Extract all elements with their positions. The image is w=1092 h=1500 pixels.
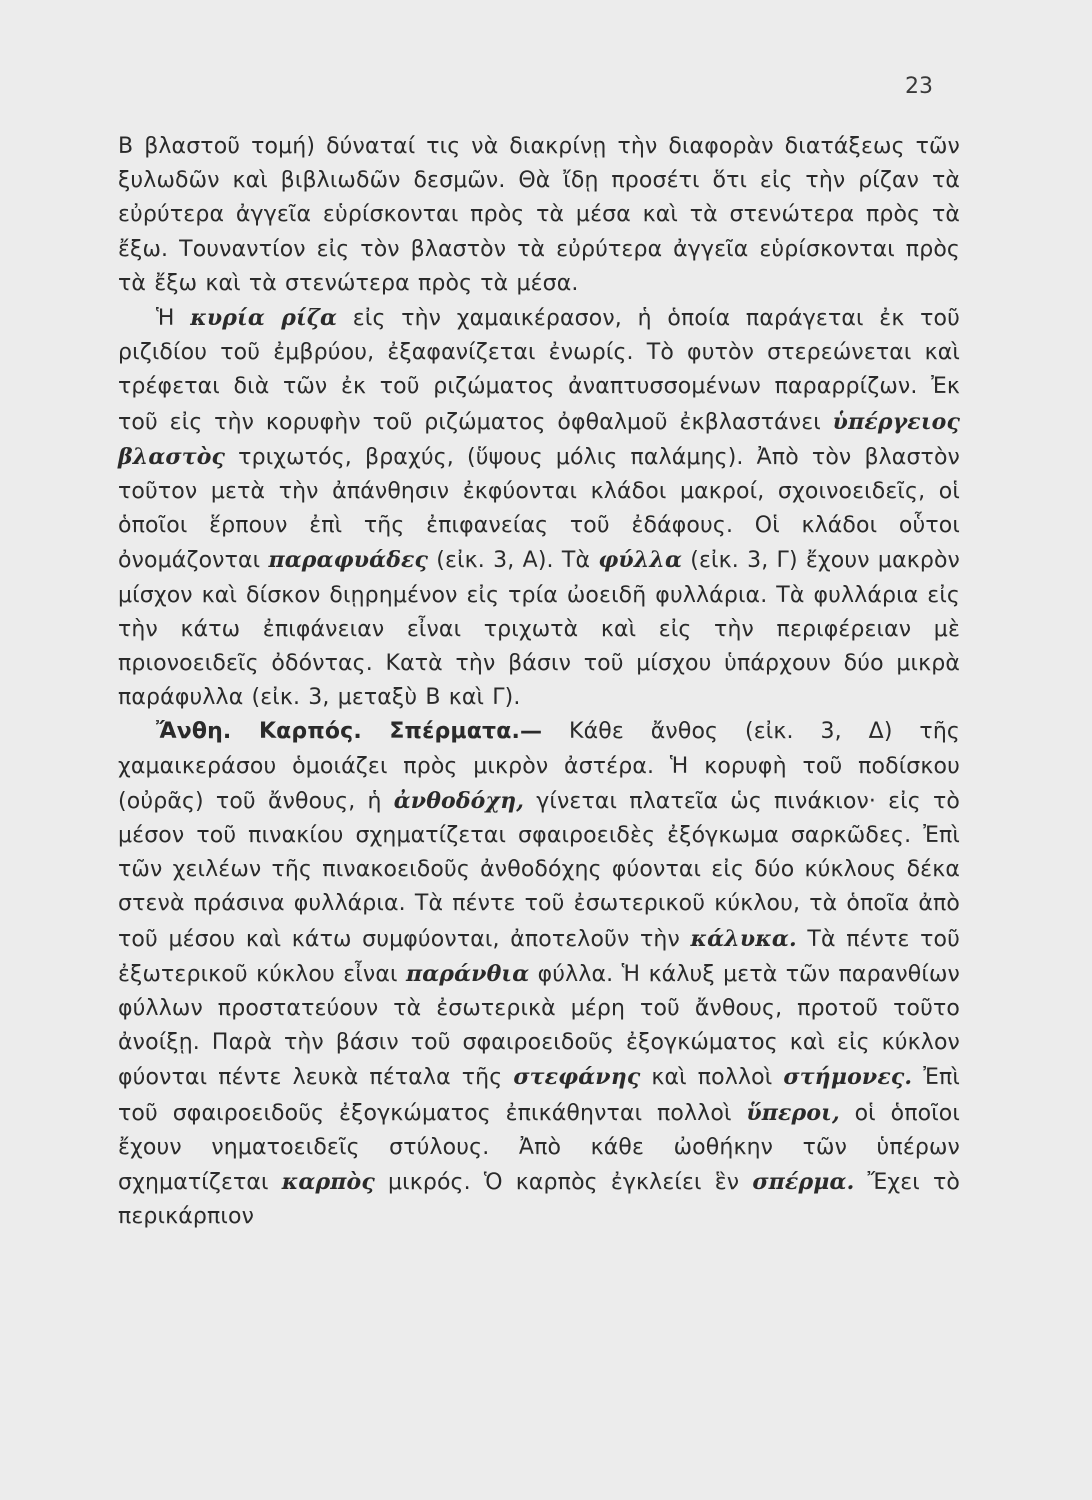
page-number: 23	[905, 74, 933, 99]
text-run: Κάθε ἄνθος (εἰκ. 3, Δ) τῆς χαμαικεράσου ὁμοιάζει πρὸς μικρὸν ἀστέρα. Ἡ κορυφὴ τοῦ ποδίσκου (οὐρᾶς) τοῦ ἄνθους, ἡ	[118, 719, 960, 814]
text-run: μικρός. Ὁ καρπὸς ἐγκλείει ἓν	[374, 1170, 753, 1196]
section-heading: Ἄνθη. Καρπός. Σπέρματα.—	[156, 719, 543, 745]
term-stefanis: στεφάνης	[513, 1064, 641, 1091]
text-run: καὶ πολλοὶ	[640, 1065, 784, 1091]
term-anthodochi: ἀνθοδόχη,	[393, 787, 525, 814]
term-ypergeios-vlastos: ὑπέργειος βλαστὸς	[118, 408, 960, 470]
paragraph-2	[118, 301, 960, 715]
text-run: Τὰ πέντε τοῦ ἐξωτερικοῦ κύκλου εἶναι	[118, 926, 960, 987]
text-run: φύλλα. Ἡ κάλυξ μετὰ τῶν παρανθίων φύλλων προστατεύουν τὰ ἐσωτερικὰ μέρη τοῦ ἄνθους, προτοῦ τοῦτο ἀνοίξῃ. Παρὰ τὴν βάσιν τοῦ σφαιροειδοῦς ἐξογκώματος καὶ εἰς κύκλον φύονται πέντε λευκὰ πέταλα τῆς	[118, 961, 960, 1091]
term-yperoi: ὕπεροι,	[746, 1099, 840, 1126]
term-kalyka: κάλυκα.	[690, 925, 797, 952]
text-run: εἰς τὴν χαμαικέρασον, ἡ ὁποία παράγεται ἐκ τοῦ ριζιδίου τοῦ ἐμβρύου, ἐξαφανίζεται ἐνωρίς. Τὸ φυτὸν στερεώνεται καὶ τρέφεται διὰ τῶν ἐκ τοῦ ριζώματος ἀναπτυσσομένων παραρρίζων. Ἐκ τοῦ εἰς τὴν κορυφὴν τοῦ ριζώματος ὀφθαλμοῦ ἐκβλαστάνει	[118, 306, 960, 435]
body-text	[118, 130, 960, 1235]
term-stimones: στήμονες.	[783, 1064, 913, 1091]
term-parafyades: παραφυάδες	[268, 547, 429, 574]
text-run: (εἰκ. 3, Α). Τὰ	[428, 548, 599, 574]
text-run: (εἰκ. 3, Γ) ἔχουν μακρὸν μίσχον καὶ δίσκον διῃρημένον εἰς τρία ὠοειδῆ φυλλάρια. Τὰ φυλλάρια εἰς τὴν κάτω ἐπιφάνειαν εἶναι τριχωτὰ καὶ εἰς τὴν περιφέρειαν μὲ πριονοειδεῖς ὀδόντας. Κατὰ τὴν βάσιν τοῦ μίσχου ὑπάρχουν δύο μικρὰ παράφυλλα (εἰκ. 3, μεταξὺ Β καὶ Γ).	[118, 548, 960, 711]
text-run: Ἐπὶ τοῦ σφαιροειδοῦς ἐξογκώματος ἐπικάθηνται πολλοὶ	[118, 1065, 960, 1126]
text-run: τριχωτός, βραχύς, (ὕψους μόλις παλάμης). Ἀπὸ τὸν βλαστὸν τοῦτον μετὰ τὴν ἀπάνθησιν ἐκφύονται κλάδοι μακροί, σχοινοειδεῖς, οἱ ὁποῖοι ἕρπουν ἐπὶ τῆς ἐπιφανείας τοῦ ἐδάφους. Οἱ κλάδοι οὗτοι ὀνομάζονται	[118, 444, 960, 574]
text-run: γίνεται πλατεῖα ὡς πινάκιον· εἰς τὸ μέσον τοῦ πινακίου σχηματίζεται σφαιροειδὲς ἐξόγκωμα σαρκῶδες. Ἐπὶ τῶν χειλέων τῆς πινακοειδοῦς ἀνθοδόχης φύονται εἰς δύο κύκλους δέκα στενὰ πράσινα φυλλάρια. Τὰ πέντε τοῦ ἐσωτερικοῦ κύκλου, τὰ ὁποῖα ἀπὸ τοῦ μέσου καὶ κάτω συμφύονται, ἀποτελοῦν τὴν	[118, 788, 960, 952]
text-run: Ἔχει τὸ περικάρπιον	[118, 1170, 961, 1230]
term-sperma: σπέρμα.	[752, 1169, 855, 1196]
paragraph-3	[118, 715, 960, 1234]
text-run: Ἡ	[156, 306, 191, 332]
term-karpos: καρπὸς	[281, 1169, 375, 1196]
term-paranthia: παράνθια	[405, 960, 530, 987]
term-fylla: φύλλα	[598, 547, 683, 574]
text-run: οἱ ὁποῖοι ἔχουν νηματοειδεῖς στύλους. Ἀπὸ κάθε ὠοθήκην τῶν ὑπέρων σχηματίζεται	[118, 1100, 960, 1196]
paragraph-1-text: Β βλαστοῦ τομή) δύναταί τις νὰ διακρίνῃ τὴν διαφορὰν διατάξεως τῶν ξυλωδῶν καὶ βιβλιωδῶν δεσμῶν. Θὰ ἴδῃ προσέτι ὅτι εἰς τὴν ρίζαν τὰ εὐρύτερα ἀγγεῖα εὑρίσκονται πρὸς τὰ μέσα καὶ τὰ στενώτερα πρὸς τὰ ἔξω. Τουναντίον εἰς τὸν βλαστὸν τὰ εὐρύτερα ἀγγεῖα εὑρίσκονται πρὸς τὰ ἔξω καὶ τὰ στενώτερα πρὸς τὰ μέσα.	[118, 134, 960, 296]
paragraph-1	[118, 130, 960, 301]
term-kyria-riza: κυρία ρίζα	[190, 305, 338, 332]
